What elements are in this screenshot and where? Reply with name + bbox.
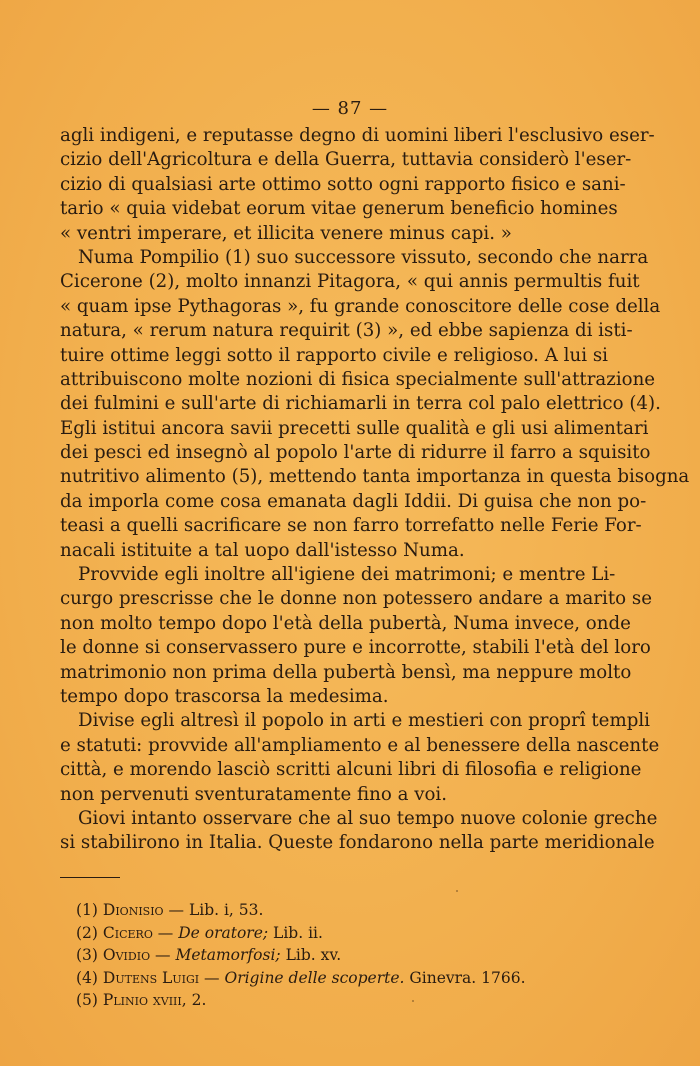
footnote-dash: — [155, 946, 171, 964]
page-number: — 87 — [311, 98, 389, 119]
text-line: attribuiscono molte nozioni di fisica specialmente sull'attrazione [60, 368, 656, 390]
footnote-dash: — [157, 923, 174, 942]
footnote-1 [76, 899, 596, 922]
text-line: curgo prescrisse che le donne non potessero andare a marito se [60, 588, 652, 610]
footnote-work: Metamorfosi; [175, 946, 281, 964]
footnote-author: Ovidio [102, 946, 151, 964]
footnote-mark: (2) [76, 923, 98, 942]
text-line: tuire ottime leggi sotto il rapporto civile e religioso. A lui si [60, 344, 608, 366]
paragraph-5 [60, 807, 658, 856]
text-line: da imporla come cosa emanata dagli Iddii. Di guisa che non po- [60, 490, 647, 512]
footnote-author: Plinio [102, 991, 148, 1009]
footnote-3 [76, 944, 596, 967]
footnote-reference: xviii, 2. [152, 991, 207, 1009]
footnote-4 [76, 967, 596, 990]
footnote-divider [60, 877, 120, 878]
text-line: « quam ipse Pythagoras », fu grande conoscitore delle cose della [60, 295, 661, 317]
text-line: e statuti: provvide all'ampliamento e al benessere della nascente [60, 734, 660, 756]
footnote-reference: Ginevra. 1766. [409, 968, 526, 987]
text-line: nacali istituite a tal uopo dall'istesso Numa. [60, 539, 465, 561]
text-line: Egli istitui ancora savii precetti sulle qualità e gli usi alimentari [60, 417, 649, 439]
footnote-mark: (3) [76, 946, 98, 964]
paper-speck [412, 1000, 414, 1002]
text-line: tario « quia videbat eorum vitae generum beneficio homines [60, 198, 618, 220]
text-line: non pervenuti sventuratamente fino a voi. [60, 783, 448, 805]
text-line: Divise egli altresì il popolo in arti e mestieri con proprî templi [78, 710, 650, 732]
footnote-author: Dionisio [102, 901, 164, 919]
footnote-work: Origine delle scoperte. [224, 968, 405, 987]
paragraph-1 [60, 124, 655, 246]
text-line: Cicerone (2), molto innanzi Pitagora, « qui annis permultis fuit [60, 271, 640, 293]
footnote-reference: — Lib. i, 53. [168, 901, 264, 919]
text-line: cizio dell'Agricoltura e della Guerra, tuttavia considerò l'eser- [60, 149, 632, 171]
text-line: Numa Pompilio (1) suo successore vissuto, secondo che narra [78, 246, 649, 268]
text-line: « ventri imperare, et illicita venere minus capi. » [60, 222, 512, 244]
paragraph-4 [60, 709, 660, 807]
footnote-reference: Lib. xv. [285, 946, 342, 964]
footnotes [76, 899, 596, 1012]
text-line: Provvide egli inoltre all'igiene dei matrimoni; e mentre Li- [78, 564, 616, 586]
footnote-mark: (1) [76, 901, 98, 919]
footnote-mark: (4) [76, 968, 98, 987]
text-line: teasi a quelli sacrificare se non farro torrefatto nelle Ferie For- [60, 515, 642, 537]
text-line: Giovi intanto osservare che al suo tempo nuove colonie greche [78, 807, 658, 829]
text-line: dei fulmini e sull'arte di richiamarli in terra col palo elettrico (4). [60, 393, 661, 415]
text-line: le donne si conservassero pure e incorrotte, stabili l'età del loro [60, 637, 651, 659]
text-line: cizio di qualsiasi arte ottimo sotto ogni rapporto fisico e sani- [60, 173, 626, 195]
text-line: dei pesci ed insegnò al popolo l'arte di ridurre il farro a squisito [60, 442, 651, 464]
footnote-reference: Lib. ii. [273, 923, 323, 942]
text-line: si stabilirono in Italia. Queste fondarono nella parte meridionale [60, 832, 655, 854]
footnote-2 [76, 922, 596, 945]
text-line: città, e morendo lasciò scritti alcuni libri di filosofia e religione [60, 759, 642, 781]
paper-speck [456, 890, 458, 892]
text-line: matrimonio non prima della pubertà bensì, ma neppure molto [60, 661, 632, 683]
text-line: natura, « rerum natura requirit (3) », ed ebbe sapienza di isti- [60, 320, 633, 342]
text-line: agli indigeni, e reputasse degno di uomini liberi l'esclusivo eser- [60, 125, 655, 146]
text-line: non molto tempo dopo l'età della pubertà, Numa invece, onde [60, 612, 631, 634]
text-line: nutritivo alimento (5), mettendo tanta importanza in questa bisogna [60, 466, 690, 488]
footnote-5 [76, 989, 596, 1012]
paragraph-2 [60, 246, 690, 563]
footnote-work: De oratore; [178, 923, 269, 942]
paragraph-3 [60, 563, 652, 709]
footnote-author: Dutens Luigi [102, 968, 200, 987]
body-text [60, 124, 690, 856]
footnote-author: Cicero [102, 923, 153, 942]
footnote-mark: (5) [76, 991, 98, 1009]
text-line: tempo dopo trascorsa la medesima. [60, 685, 389, 707]
footnote-dash: — [204, 968, 220, 987]
